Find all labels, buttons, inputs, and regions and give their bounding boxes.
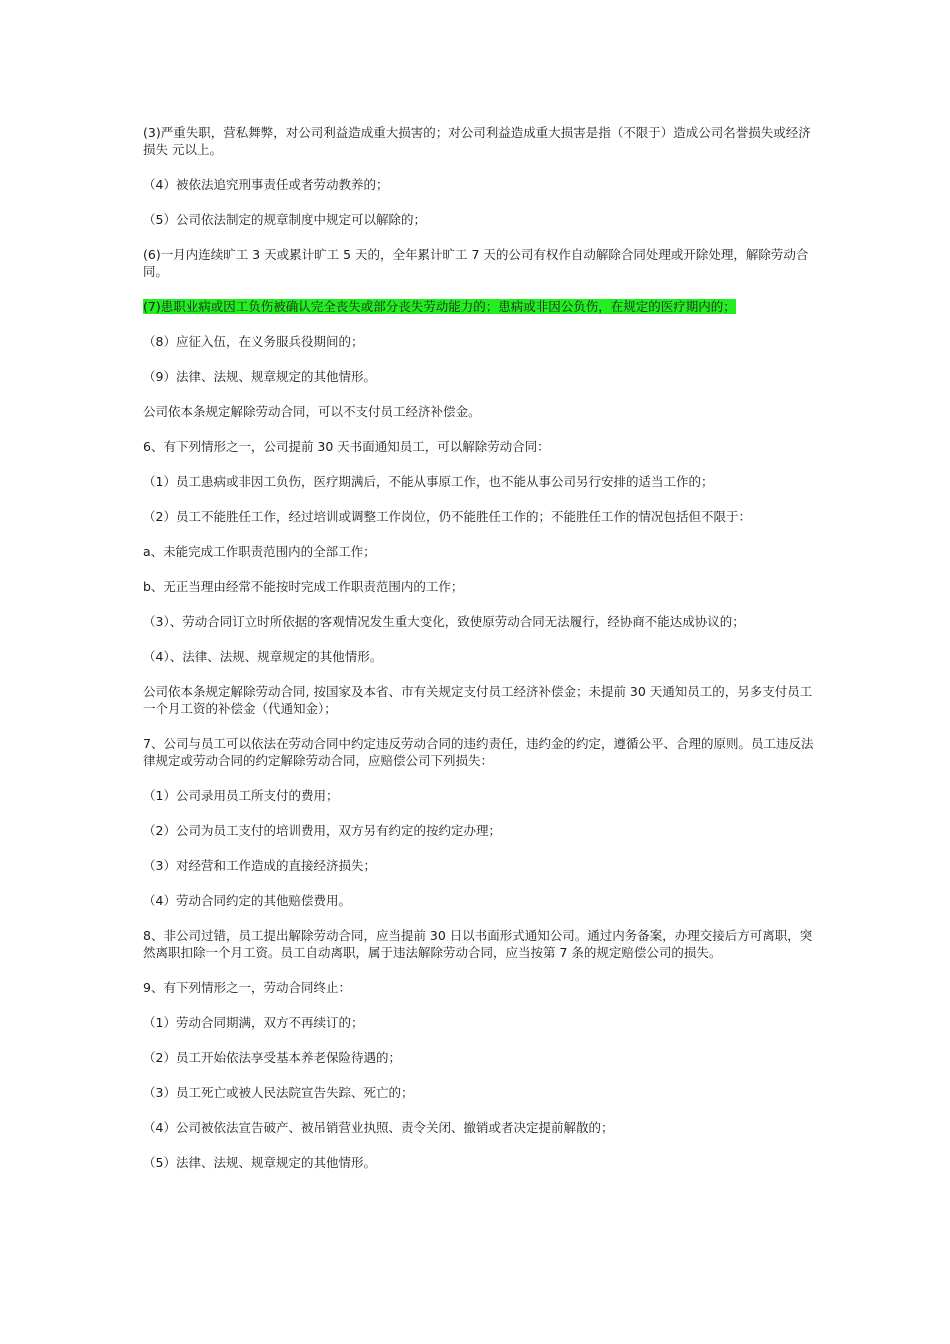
paragraph-s9-item-4: （4）公司被依法宣告破产、被吊销营业执照、责令关闭、撤销或者决定提前解散的； — [143, 1120, 614, 1135]
paragraph-s6-item-1: （1）员工患病或非因工负伤，医疗期满后，不能从事原工作，也不能从事公司另行安排的适当工作的； — [143, 474, 714, 489]
paragraph-s9-item-3: （3）员工死亡或被人民法院宣告失踪、死亡的； — [143, 1085, 414, 1100]
paragraph-s7-item-2: （2）公司为员工支付的培训费用，双方另有约定的按约定办理； — [143, 823, 501, 838]
paragraph-section-9-heading: 9、有下列情形之一，劳动合同终止： — [143, 980, 351, 995]
paragraph-s6-compensation: 公司依本条规定解除劳动合同, 按国家及本省、市有关规定支付员工经济补偿金；未提前 30 天通知员工的，另多支付员工一个月工资的补偿金（代通知金）； — [143, 684, 813, 716]
paragraph-s9-item-5: （5）法律、法规、规章规定的其他情形。 — [143, 1155, 376, 1170]
paragraph-s7-item-3: （3）对经营和工作造成的直接经济损失； — [143, 858, 376, 873]
paragraph-s7-item-1: （1）公司录用员工所支付的费用； — [143, 788, 339, 803]
paragraph-item-8-military-service: （8）应征入伍，在义务服兵役期间的； — [143, 334, 364, 349]
paragraph-section-7-heading: 7、公司与员工可以依法在劳动合同中约定违反劳动合同的违约责任，违约金的约定，遵循公平、合理的原则。员工违反法律规定或劳动合同的约定解除劳动合同，应赔偿公司下列损失： — [143, 736, 814, 768]
paragraph-s7-item-4: （4）劳动合同约定的其他赔偿费用。 — [143, 893, 351, 908]
paragraph-item-6-absenteeism: (6)一月内连续旷工 3 天或累计旷工 5 天的，全年累计旷工 7 天的公司有权作自动解除合同处理或开除处理，解除劳动合同。 — [143, 247, 809, 279]
paragraph-s6-item-4: （4）、法律、法规、规章规定的其他情形。 — [143, 649, 383, 664]
paragraph-section-8: 8、非公司过错，员工提出解除劳动合同，应当提前 30 日以书面形式通知公司。通过内务备案，办理交接后方可离职，突然离职扣除一个月工资。员工自动离职，属于违法解除劳动合同，应当按第 7 条的规定赔偿公司的损失。 — [143, 928, 813, 960]
document-body — [143, 124, 823, 1189]
paragraph-s6-item-a: a、未能完成工作职责范围内的全部工作； — [143, 544, 376, 559]
paragraph-item-9-other-cases: （9）法律、法规、规章规定的其他情形。 — [143, 369, 376, 384]
paragraph-item-7-occupational-disease — [143, 298, 823, 315]
paragraph-item-3-serious-negligence: (3)严重失职，营私舞弊，对公司利益造成重大损害的；对公司利益造成重大损害是指（不限于）造成公司名誉损失或经济损失 元以上。 — [143, 125, 811, 157]
paragraph-item-4-criminal-liability: （4）被依法追究刑事责任或者劳动教养的； — [143, 177, 389, 192]
paragraph-s6-item-b: b、无正当理由经常不能按时完成工作职责范围内的工作； — [143, 579, 464, 594]
paragraph-s9-item-2: （2）员工开始依法享受基本养老保险待遇的； — [143, 1050, 401, 1065]
paragraph-s6-item-2: （2）员工不能胜任工作，经过培训或调整工作岗位，仍不能胜任工作的；不能胜任工作的情况包括但不限于： — [143, 509, 751, 524]
highlighted-text: (7)患职业病或因工负伤被确认完全丧失或部分丧失劳动能力的；患病或非因公负伤，在规定的医疗期内的； — [143, 299, 736, 314]
paragraph-no-compensation: 公司依本条规定解除劳动合同，可以不支付员工经济补偿金。 — [143, 404, 481, 419]
paragraph-item-5-company-rules: （5）公司依法制定的规章制度中规定可以解除的； — [143, 212, 426, 227]
paragraph-section-6-heading: 6、有下列情形之一，公司提前 30 天书面通知员工，可以解除劳动合同： — [143, 439, 550, 454]
paragraph-s9-item-1: （1）劳动合同期满，双方不再续订的； — [143, 1015, 364, 1030]
paragraph-s6-item-3: （3）、劳动合同订立时所依据的客观情况发生重大变化，致使原劳动合同无法履行，经协商不能达成协议的； — [143, 614, 745, 629]
